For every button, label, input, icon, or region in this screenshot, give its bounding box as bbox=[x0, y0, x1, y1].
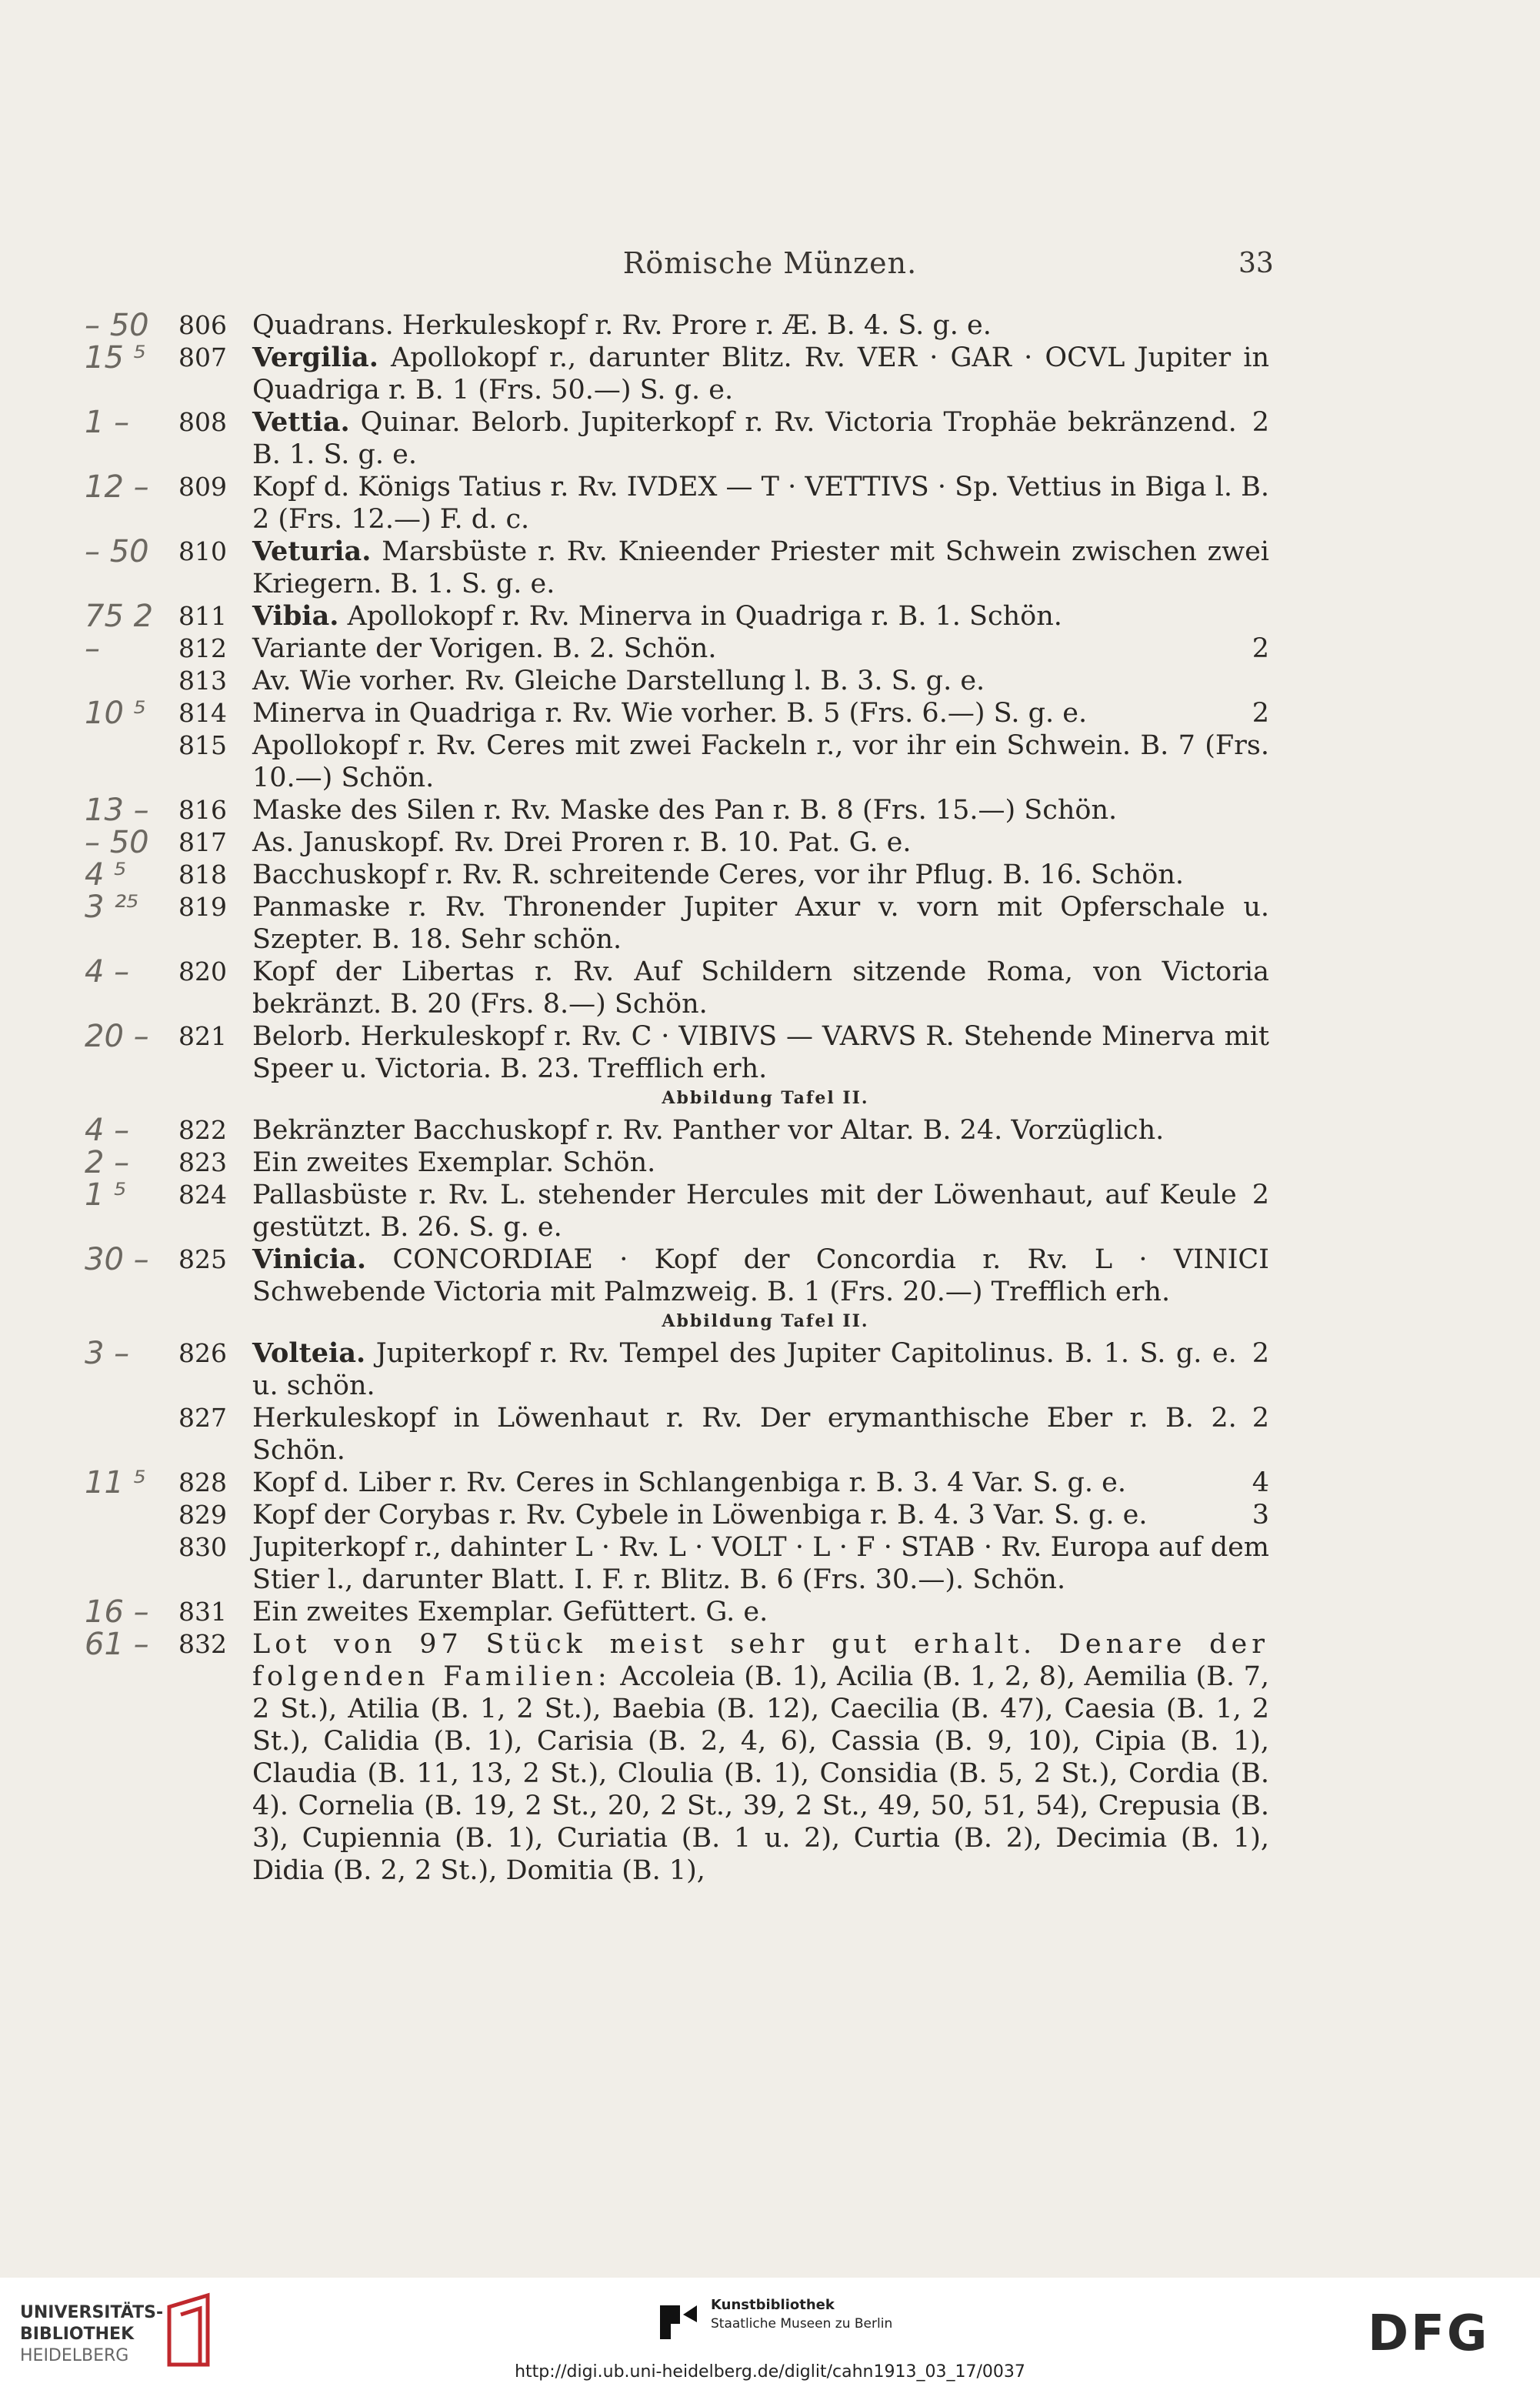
lot-count: 2 bbox=[1252, 1180, 1269, 1210]
catalog-entry bbox=[0, 697, 1540, 729]
handwritten-price-note: 1 – bbox=[85, 405, 130, 440]
catalog-entry bbox=[0, 665, 1540, 697]
lot-description bbox=[252, 600, 1269, 633]
lot-description bbox=[252, 891, 1269, 956]
handwritten-price-note: 3 ²⁵ bbox=[85, 890, 139, 925]
catalog-entry bbox=[0, 1147, 1540, 1179]
lot-number: 813 bbox=[178, 666, 227, 696]
lot-number: 809 bbox=[178, 472, 227, 502]
lot-description bbox=[252, 1499, 1269, 1531]
lot-number: 818 bbox=[178, 860, 227, 890]
lot-description bbox=[252, 471, 1269, 536]
lot-number: 827 bbox=[178, 1403, 227, 1433]
lot-text: Belorb. Herkuleskopf r. Rv. C · VIBIVS — VARVS R. Stehende Minerva mit Speer u. Victoria. B. 23. Trefflich erh. bbox=[252, 1021, 1269, 1084]
lot-description bbox=[252, 1596, 1269, 1628]
lot-description bbox=[252, 729, 1269, 794]
lot-text: Minerva in Quadriga r. Rv. Wie vorher. B. 5 (Frs. 6.—) S. g. e. bbox=[252, 698, 1088, 729]
catalog-entry bbox=[0, 1467, 1540, 1499]
handwritten-price-note: 30 – bbox=[85, 1242, 149, 1277]
lot-number: 823 bbox=[178, 1147, 227, 1177]
university-library-logo-icon bbox=[154, 2292, 223, 2368]
handwritten-price-note: 20 – bbox=[85, 1019, 149, 1054]
lot-number: 828 bbox=[178, 1467, 227, 1497]
lot-number: 831 bbox=[178, 1597, 227, 1627]
family-name: Vettia. bbox=[252, 406, 350, 438]
lot-number: 819 bbox=[178, 892, 227, 922]
catalog-entry bbox=[0, 1243, 1540, 1308]
lot-description bbox=[252, 1402, 1269, 1467]
lot-number: 806 bbox=[178, 310, 227, 340]
lot-count: 2 bbox=[1252, 633, 1269, 664]
lot-number: 829 bbox=[178, 1500, 227, 1530]
lot-number: 812 bbox=[178, 633, 227, 663]
catalog-entry bbox=[0, 1179, 1540, 1243]
lot-count: 4 bbox=[1252, 1467, 1269, 1498]
lot-text: Pallasbüste r. Rv. L. stehender Hercules mit der Löwenhaut, auf Keule gestützt. B. 26. S. g. e. bbox=[252, 1180, 1237, 1243]
handwritten-price-note: – 50 bbox=[85, 534, 149, 569]
catalog-entry bbox=[0, 1337, 1540, 1402]
lot-count: 2 bbox=[1252, 407, 1269, 438]
lot-number: 826 bbox=[178, 1338, 227, 1368]
lot-text: Kopf der Libertas r. Rv. Auf Schildern sitzende Roma, von Victoria bekränzt. B. 20 (Frs. 8.—) Schön. bbox=[252, 956, 1269, 1020]
catalog-entry bbox=[0, 729, 1540, 794]
handwritten-price-note: 4 – bbox=[85, 954, 130, 990]
handwritten-price-note: 11 ⁵ bbox=[85, 1465, 146, 1500]
lot-text: Quadrans. Herkuleskopf r. Rv. Prore r. Æ. B. 4. S. g. e. bbox=[252, 310, 992, 341]
lot-number: 825 bbox=[178, 1244, 227, 1274]
running-head: Römische Münzen. bbox=[622, 246, 918, 280]
family-name: Vergilia. bbox=[252, 342, 378, 373]
lot-description bbox=[252, 1628, 1269, 1887]
handwritten-price-note: 4 – bbox=[85, 1113, 130, 1148]
catalog-list bbox=[0, 309, 1540, 1887]
lot-description bbox=[252, 1531, 1269, 1596]
uni-line-2: BIBLIOTHEK bbox=[20, 2325, 135, 2344]
lot-text: Apollokopf r. Rv. Minerva in Quadriga r. B. 1. Schön. bbox=[338, 601, 1062, 632]
lot-text: CONCORDIAE · Kopf der Concordia r. Rv. L · VINICI Schwebende Victoria mit Palmzweig. B. 1 (Frs. 20.—) Trefflich erh. bbox=[252, 1244, 1269, 1307]
lot-description bbox=[252, 697, 1269, 729]
lot-description bbox=[252, 1243, 1269, 1308]
lot-text: Panmaske r. Rv. Thronender Jupiter Axur v. vorn mit Opferschale u. Szepter. B. 18. Sehr schön. bbox=[252, 892, 1269, 955]
catalog-entry bbox=[0, 891, 1540, 956]
catalog-entry bbox=[0, 859, 1540, 891]
handwritten-price-note: 12 – bbox=[85, 469, 149, 505]
lot-number: 817 bbox=[178, 827, 227, 857]
lot-count: 3 bbox=[1252, 1500, 1269, 1530]
catalog-entry bbox=[0, 826, 1540, 859]
university-library-logo-text[interactable] bbox=[20, 2302, 163, 2367]
catalog-entry bbox=[0, 1628, 1540, 1887]
figure-reference: Abbildung Tafel II. bbox=[662, 1088, 869, 1108]
lot-number: 822 bbox=[178, 1115, 227, 1145]
lot-number: 824 bbox=[178, 1180, 227, 1210]
catalog-entry bbox=[0, 536, 1540, 600]
lot-text: Accoleia (B. 1), Acilia (B. 1, 2, 8), Aemilia (B. 7, 2 St.), Atilia (B. 1, 2 St.), Baebia (B. 12), Caecilia (B. 47), Caesia (B. 1, 2 St.), Calidia (B. 1), Carisia (B. 2, 4, 6), Cassia (B. 9, 10), Cipia (B. 1), Claudia (B. 11, 13, 2 St.), Cloulia (B. 1), Considia (B. 5, 2 St.), Cordia (B. 4). Cornelia (B. 19, 2 St., 20, 2 St., 39, 2 St., 49, 50, 51, 54), Crepusia (B. 3), Cupiennia (B. 1), Curiatia (B. 1 u. 2), Curtia (B. 2), Decimia (B. 1), Didia (B. 2, 2 St.), Domitia (B. 1), bbox=[252, 1661, 1269, 1886]
lot-number: 810 bbox=[178, 536, 227, 566]
lot-text: Jupiterkopf r. Rv. Tempel des Jupiter Capitolinus. B. 1. S. g. e. u. schön. bbox=[252, 1338, 1237, 1401]
lot-text: Ein zweites Exemplar. Schön. bbox=[252, 1147, 656, 1178]
catalog-entry bbox=[0, 1531, 1540, 1596]
dfg-logo[interactable]: DFG bbox=[1368, 2305, 1490, 2362]
handwritten-price-note: 2 – bbox=[85, 1145, 130, 1180]
lot-number: 807 bbox=[178, 342, 227, 372]
lot-text: Ein zweites Exemplar. Gefüttert. G. e. bbox=[252, 1597, 768, 1627]
catalog-entry bbox=[0, 471, 1540, 536]
lot-heading-spaced: Lot von 97 Stück meist sehr gut erhalt. Denare der folgenden Familien: bbox=[252, 1629, 1269, 1692]
catalog-entry bbox=[0, 956, 1540, 1020]
lot-number: 832 bbox=[178, 1629, 227, 1659]
catalog-entry bbox=[0, 1114, 1540, 1147]
lot-description bbox=[252, 1179, 1269, 1243]
lot-description bbox=[252, 859, 1269, 891]
lot-text: As. Januskopf. Rv. Drei Proren r. B. 10. Pat. G. e. bbox=[252, 827, 912, 858]
lot-text: Marsbüste r. Rv. Knieender Priester mit Schwein zwischen zwei Kriegern. B. 1. S. g. e. bbox=[252, 536, 1269, 599]
lot-number: 820 bbox=[178, 956, 227, 986]
catalog-entry bbox=[0, 1402, 1540, 1467]
lot-description bbox=[252, 826, 1269, 859]
family-name: Volteia. bbox=[252, 1337, 366, 1369]
kunstbibliothek-logo-icon bbox=[655, 2299, 702, 2345]
lot-description bbox=[252, 536, 1269, 600]
lot-count: 2 bbox=[1252, 1338, 1269, 1369]
catalog-entry bbox=[0, 342, 1540, 406]
kb-line-1: Kunstbibliothek bbox=[711, 2297, 835, 2313]
lot-description bbox=[252, 1337, 1269, 1402]
catalog-entry bbox=[0, 1020, 1540, 1085]
catalog-entry bbox=[0, 406, 1540, 471]
catalog-entry bbox=[0, 1499, 1540, 1531]
lot-description bbox=[252, 342, 1269, 406]
lot-number: 830 bbox=[178, 1532, 227, 1562]
catalog-entry bbox=[0, 309, 1540, 342]
handwritten-price-note: 4 ⁵ bbox=[85, 857, 127, 893]
uni-line-1: UNIVERSITÄTS- bbox=[20, 2303, 164, 2322]
lot-number: 821 bbox=[178, 1021, 227, 1051]
family-name: Vibia. bbox=[252, 600, 339, 632]
lot-description bbox=[252, 309, 1269, 342]
lot-text: Kopf d. Königs Tatius r. Rv. IVDEX — T · VETTIVS · Sp. Vettius in Biga l. B. 2 (Frs. 12.—) F. d. c. bbox=[252, 472, 1269, 535]
handwritten-price-note: 61 – bbox=[85, 1627, 149, 1662]
handwritten-price-note: 15 ⁵ bbox=[85, 340, 146, 376]
lot-text: Herkuleskopf in Löwenhaut r. Rv. Der erymanthische Eber r. B. 2. Schön. bbox=[252, 1403, 1237, 1466]
permalink-url[interactable]: http://digi.ub.uni-heidelberg.de/diglit/cahn1913_03_17/0037 bbox=[515, 2362, 1025, 2382]
catalog-entry bbox=[0, 1596, 1540, 1628]
lot-description bbox=[252, 665, 1269, 697]
handwritten-price-note: 75 2 – bbox=[85, 599, 154, 666]
lot-text: Bacchuskopf r. Rv. R. schreitende Ceres, vor ihr Pflug. B. 16. Schön. bbox=[252, 860, 1185, 890]
lot-description bbox=[252, 633, 1269, 665]
kunstbibliothek-text[interactable] bbox=[711, 2296, 892, 2333]
catalog-entry bbox=[0, 794, 1540, 826]
lot-description bbox=[252, 1147, 1269, 1179]
lot-number: 811 bbox=[178, 601, 227, 631]
lot-number: 816 bbox=[178, 795, 227, 825]
lot-description bbox=[252, 1020, 1269, 1085]
lot-count: 2 bbox=[1252, 698, 1269, 729]
lot-description bbox=[252, 1114, 1269, 1147]
lot-text: Av. Wie vorher. Rv. Gleiche Darstellung l. B. 3. S. g. e. bbox=[252, 666, 985, 696]
handwritten-price-note: 13 – bbox=[85, 793, 149, 828]
handwritten-price-note: 1 ⁵ bbox=[85, 1177, 127, 1213]
page-number: 33 bbox=[1238, 248, 1274, 279]
family-name: Veturia. bbox=[252, 536, 372, 567]
lot-text: Quinar. Belorb. Jupiterkopf r. Rv. Victoria Trophäe bekränzend. B. 1. S. g. e. bbox=[252, 407, 1237, 470]
handwritten-price-note: – 50 bbox=[85, 308, 149, 343]
lot-text: Kopf der Corybas r. Rv. Cybele in Löwenbiga r. B. 4. 3 Var. S. g. e. bbox=[252, 1500, 1148, 1530]
kb-line-2: Staatliche Museen zu Berlin bbox=[711, 2316, 893, 2332]
catalog-entry bbox=[0, 633, 1540, 665]
lot-description bbox=[252, 794, 1269, 826]
handwritten-price-note: 3 – bbox=[85, 1336, 130, 1371]
handwritten-price-note: 10 ⁵ bbox=[85, 696, 146, 731]
lot-text: Apollokopf r. Rv. Ceres mit zwei Fackeln r., vor ihr ein Schwein. B. 7 (Frs. 10.—) Schön. bbox=[252, 730, 1269, 793]
lot-count: 2 bbox=[1252, 1403, 1269, 1434]
lot-number: 808 bbox=[178, 407, 227, 437]
figure-reference: Abbildung Tafel II. bbox=[662, 1311, 869, 1331]
lot-text: Jupiterkopf r., dahinter L · Rv. L · VOLT · L · F · STAB · Rv. Europa auf dem Stier l., darunter Blatt. I. F. r. Blitz. B. 6 (Frs. 30.—). Schön. bbox=[252, 1532, 1269, 1595]
lot-description bbox=[252, 1467, 1269, 1499]
handwritten-price-note: 16 – bbox=[85, 1594, 149, 1630]
uni-line-3: HEIDELBERG bbox=[20, 2346, 129, 2365]
lot-number: 814 bbox=[178, 698, 227, 728]
handwritten-price-note: – 50 bbox=[85, 825, 149, 860]
lot-description bbox=[252, 956, 1269, 1020]
footer-bar bbox=[0, 2278, 1540, 2390]
lot-text: Bekränzter Bacchuskopf r. Rv. Panther vor Altar. B. 24. Vorzüglich. bbox=[252, 1115, 1165, 1146]
lot-text: Variante der Vorigen. B. 2. Schön. bbox=[252, 633, 717, 664]
lot-text: Kopf d. Liber r. Rv. Ceres in Schlangenbiga r. B. 3. 4 Var. S. g. e. bbox=[252, 1467, 1127, 1498]
lot-description bbox=[252, 406, 1269, 471]
lot-text: Maske des Silen r. Rv. Maske des Pan r. B. 8 (Frs. 15.—) Schön. bbox=[252, 795, 1118, 826]
family-name: Vinicia. bbox=[252, 1243, 367, 1275]
lot-number: 815 bbox=[178, 730, 227, 760]
lot-text: Apollokopf r., darunter Blitz. Rv. VER · GAR · OCVL Jupiter in Quadriga r. B. 1 (Frs. 50.—) S. g. e. bbox=[252, 342, 1269, 406]
